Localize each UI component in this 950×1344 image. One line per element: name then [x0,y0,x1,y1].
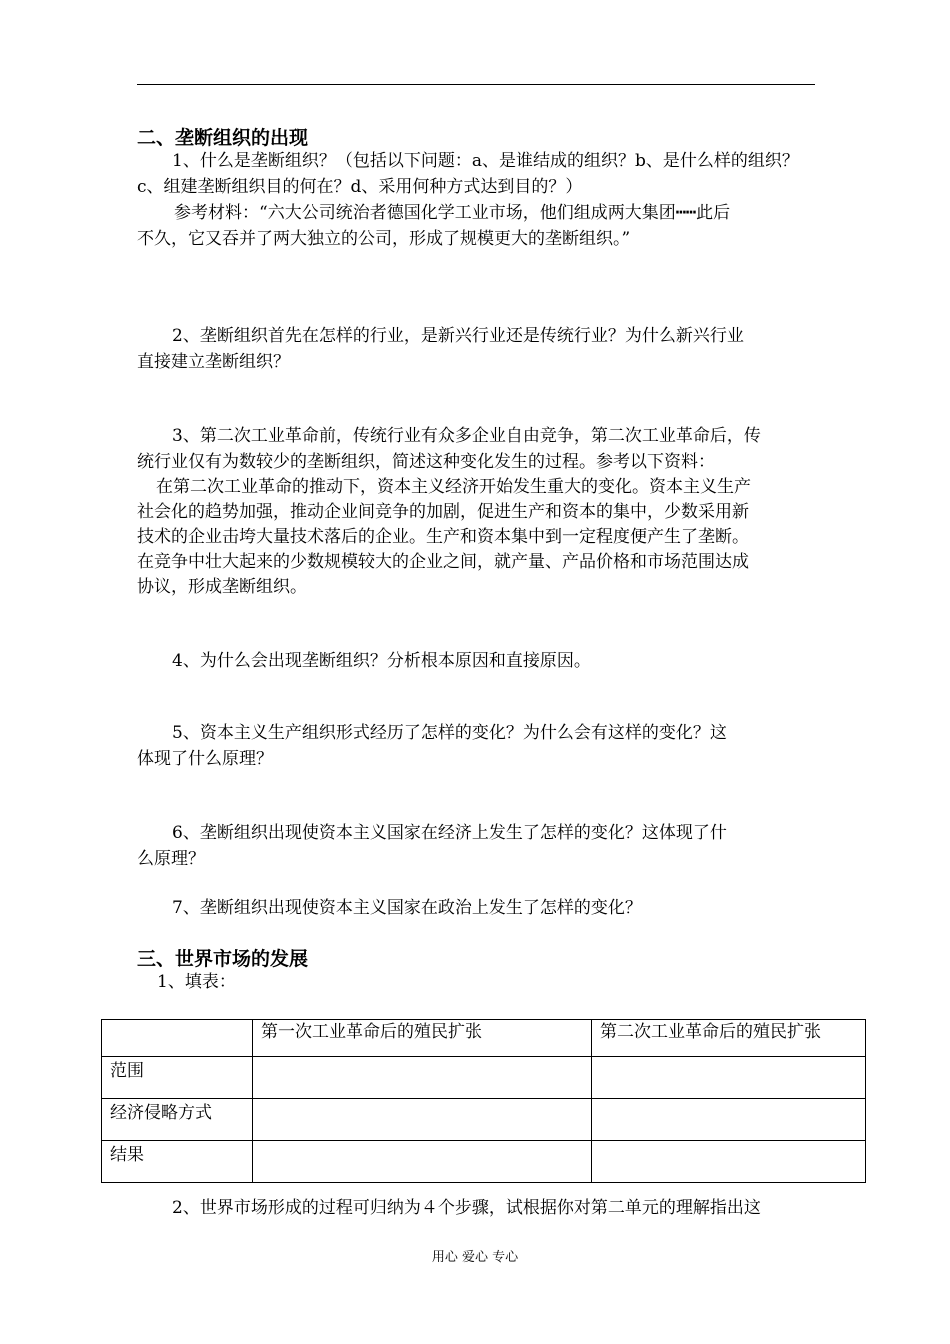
question-3-line-1: 3、第二次工业革命前，传统行业有众多企业自由竞争，第二次工业革命后，传 [172,426,761,446]
table-header-cell-blank [102,1020,253,1057]
reference-1-line-2: 不久，它又吞并了两大独立的公司，形成了规模更大的垄断组织。” [137,229,631,249]
reference-3-line-3: 技术的企业击垮大量技术落后的企业。生产和资本集中到一定程度便产生了垄断。 [137,527,749,547]
table-row [102,1141,866,1183]
row-label-scope: 范围 [102,1057,253,1099]
reference-3-line-5: 协议，形成垄断组织。 [137,577,307,597]
table-row [102,1057,866,1099]
question-5-line-2: 体现了什么原理？ [137,749,273,769]
table-header-first-revolution: 第一次工业革命后的殖民扩张 [253,1020,592,1057]
table-cell-input[interactable] [253,1141,592,1183]
table-cell-input[interactable] [592,1099,866,1141]
reference-1-line-1: 参考材料：“六大公司统治者德国化学工业市场，他们组成两大集团┅┅此后 [174,203,731,223]
table-row [102,1099,866,1141]
header-rule [137,84,815,85]
table-header-row [102,1020,866,1057]
colonial-expansion-table [101,1019,866,1183]
table-cell-input[interactable] [253,1099,592,1141]
question-3-line-2: 统行业仅有为数较少的垄断组织，简述这种变化发生的过程。参考以下资料： [137,452,715,472]
question-1-line-2: c、组建垄断组织目的何在？d、采用何种方式达到目的？） [137,177,583,197]
reference-3-line-2: 社会化的趋势加强，推动企业间竞争的加剧，促进生产和资本的集中，少数采用新 [137,502,749,522]
question-6-line-1: 6、垄断组织出现使资本主义国家在经济上发生了怎样的变化？这体现了什 [172,823,727,843]
question-2-line-2: 直接建立垄断组织？ [137,352,290,372]
table-header-second-revolution: 第二次工业革命后的殖民扩张 [592,1020,866,1057]
question-1-line-1: 1、什么是垄断组织？（包括以下问题：a、是谁结成的组织？b、是什么样的组织？ [172,151,799,171]
question-5-line-1: 5、资本主义生产组织形式经历了怎样的变化？为什么会有这样的变化？这 [172,723,727,743]
table-cell-input[interactable] [592,1141,866,1183]
question-7: 7、垄断组织出现使资本主义国家在政治上发生了怎样的变化？ [172,898,642,918]
section3-heading: 三、世界市场的发展 [137,948,309,970]
question-2-line-1: 2、垄断组织首先在怎样的行业，是新兴行业还是传统行业？为什么新兴行业 [172,326,744,346]
task-2-line-1: 2、世界市场形成的过程可归纳为４个步骤，试根据你对第二单元的理解指出这 [172,1198,761,1218]
row-label-economic-aggression: 经济侵略方式 [102,1099,253,1141]
question-4: 4、为什么会出现垄断组织？分析根本原因和直接原因。 [172,651,591,671]
table-cell-input[interactable] [592,1057,866,1099]
question-6-line-2: 么原理？ [137,849,205,869]
table-cell-input[interactable] [253,1057,592,1099]
reference-3-line-4: 在竞争中壮大起来的少数规模较大的企业之间，就产量、产品价格和市场范围达成 [137,552,749,572]
section2-heading: 二、垄断组织的出现 [137,127,309,149]
reference-3-line-1: 在第二次工业革命的推动下，资本主义经济开始发生重大的变化。资本主义生产 [156,477,751,497]
page-footer: 用心 爱心 专心 [431,1250,519,1265]
row-label-result: 结果 [102,1141,253,1183]
task-1-label: 1、填表： [157,972,236,992]
